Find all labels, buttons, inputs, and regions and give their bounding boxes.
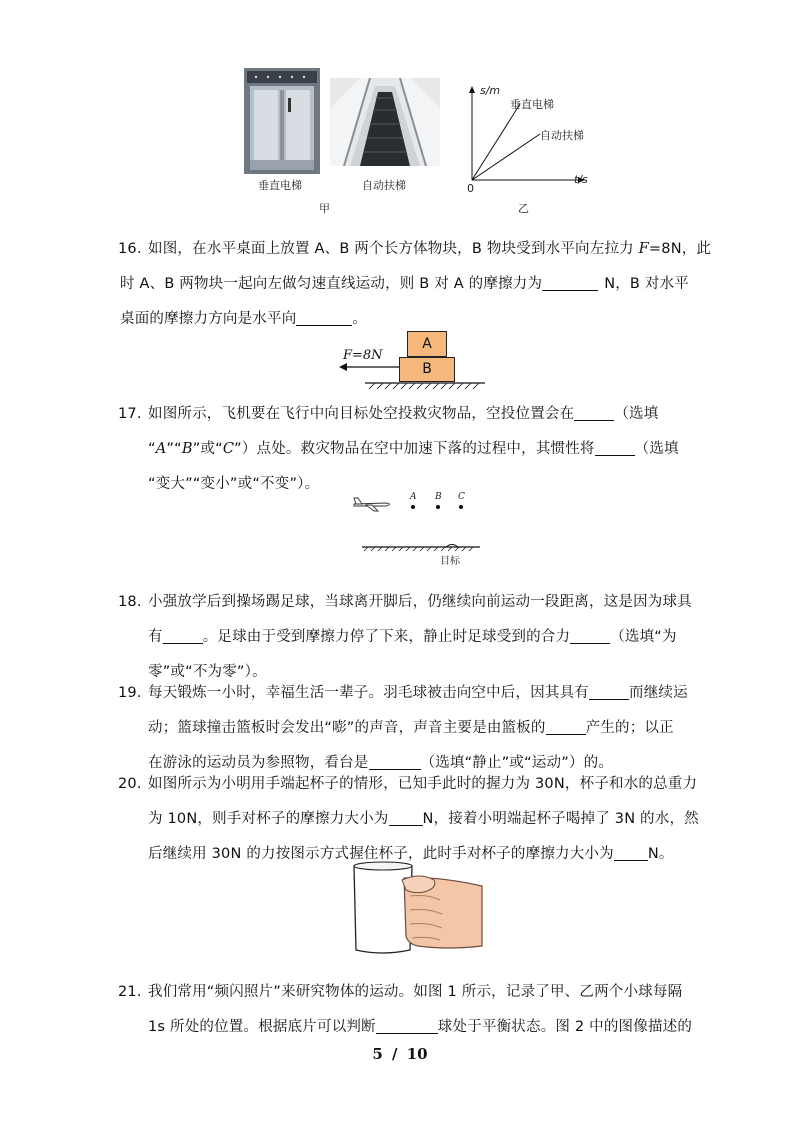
answer-blank[interactable] — [574, 403, 614, 421]
point-a — [411, 505, 415, 509]
text: （选填 — [614, 406, 659, 422]
text: 球处于平衡状态。图 2 中的图像描述的 — [437, 1019, 693, 1035]
answer-blank[interactable] — [163, 626, 203, 644]
figure-label-yi: 乙 — [518, 202, 529, 215]
text: 而继续运 — [629, 685, 688, 701]
page-total: 10 — [406, 1045, 428, 1063]
question-line — [120, 397, 680, 432]
target-label: 目标 — [440, 556, 460, 567]
text: ”“ — [166, 441, 182, 457]
text: 动；篮球撞击篮板时会发出“嘭”的声音，声音主要是由篮板的 — [148, 720, 546, 736]
question-line — [120, 975, 683, 1010]
question-number: 20. — [118, 776, 142, 792]
question-number: 18. — [118, 594, 142, 610]
elevator-photo — [244, 68, 320, 174]
answer-blank[interactable] — [389, 808, 423, 826]
figure-label-jia: 甲 — [319, 202, 330, 215]
point-c-label: C — [458, 492, 465, 502]
top-figure — [230, 60, 600, 220]
question-line — [120, 267, 689, 302]
question-line — [120, 767, 698, 802]
question-number: 19. — [118, 685, 142, 701]
question-line — [120, 620, 680, 655]
answer-blank[interactable] — [546, 717, 586, 735]
question-number: 17. — [118, 406, 142, 422]
question-number: 21. — [118, 984, 142, 1000]
text: 产生的；以正 — [585, 720, 674, 736]
text: N。 — [647, 846, 674, 862]
force-label: F=8N — [343, 348, 383, 363]
question-line — [120, 432, 680, 467]
answer-blank[interactable] — [614, 843, 648, 861]
question-line — [120, 1010, 693, 1045]
block-b — [399, 357, 455, 382]
text: =8N，此 — [648, 241, 712, 257]
text: （选填“为 — [610, 629, 677, 645]
option-b: B — [181, 441, 193, 457]
elevator-line-label: 垂直电梯 — [510, 98, 554, 111]
question-17 — [120, 397, 680, 502]
text: “ — [148, 441, 156, 457]
answer-blank[interactable] — [595, 438, 635, 456]
escalator-caption: 自动扶梯 — [362, 179, 406, 192]
table-surface — [365, 382, 485, 390]
text: 每天锻炼一小时，幸福生活一辈子。羽毛球被击向空中后，因其具有 — [148, 685, 589, 701]
text: （选填 — [634, 441, 679, 457]
text: 后继续用 30N 的力按图示方式握住杯子，此时手对杯子的摩擦力大小为 — [148, 846, 614, 862]
text: 。足球由于受到摩擦力停了下来，静止时足球受到的合力 — [202, 629, 571, 645]
option-a: A — [155, 441, 167, 457]
text: 在游泳的运动员为参照物，看台是 — [148, 755, 369, 771]
block-b-label: B — [422, 361, 432, 377]
text: “变大”“变小”或“不变”）。 — [148, 476, 320, 492]
text: ”）点处。救灾物品在空中加速下落的过程中，其惯性将 — [234, 441, 595, 457]
answer-blank[interactable] — [570, 626, 610, 644]
text: 我们常用“频闪照片”来研究物体的运动。如图 1 所示，记录了甲、乙两个小球每隔 — [148, 984, 683, 1000]
x-axis-label: t/s — [574, 173, 588, 186]
blocks-figure — [335, 328, 495, 390]
text: 有 — [148, 629, 163, 645]
text: N，B 对水平 — [604, 276, 689, 292]
question-line — [120, 802, 699, 837]
text: 桌面的摩擦力方向是水平向 — [120, 311, 297, 327]
page-number: 5 — [372, 1045, 383, 1063]
text: （选填“静止”或“运动”）的。 — [420, 755, 614, 771]
airdrop-figure — [352, 490, 482, 570]
question-line — [120, 232, 712, 267]
text: N，接着小明端起杯子喝掉了 3N 的水，然 — [422, 811, 699, 827]
text: 。 — [352, 311, 368, 327]
page-footer — [0, 1045, 800, 1063]
question-16 — [118, 232, 712, 337]
y-axis-label: s/m — [480, 84, 501, 97]
question-20 — [118, 767, 699, 872]
option-c: C — [222, 441, 235, 457]
question-19 — [118, 676, 688, 781]
text: 如图，在水平桌面上放置 A、B 两个长方体物块，B 物块受到水平向左拉力 — [148, 241, 639, 257]
block-a-label: A — [422, 336, 432, 352]
escalator-line — [472, 134, 540, 180]
point-a-label: A — [410, 492, 417, 502]
question-line — [120, 585, 692, 620]
question-18 — [118, 585, 692, 690]
text: 如图所示为小明用手端起杯子的情形，已知手此时的握力为 30N，杯子和水的总重力 — [148, 776, 698, 792]
elevator-line — [472, 104, 520, 180]
origin-label: 0 — [467, 182, 474, 195]
answer-blank[interactable] — [589, 682, 629, 700]
answer-blank[interactable] — [296, 308, 352, 326]
question-21 — [118, 975, 693, 1045]
text: 为 10N，则手对杯子的摩擦力大小为 — [148, 811, 389, 827]
text: 小强放学后到操场踢足球，当球离开脚后，仍继续向前运动一段距离，这是因为球具 — [148, 594, 692, 610]
block-a — [407, 331, 447, 357]
text: 时 A、B 两物块一起向左做匀速直线运动，则 B 对 A 的摩擦力为 — [120, 276, 543, 292]
point-b — [436, 505, 440, 509]
question-number: 16. — [118, 241, 142, 257]
hand-cup-illustration — [348, 858, 488, 958]
elevator-caption: 垂直电梯 — [258, 179, 302, 192]
page-separator: / — [392, 1045, 398, 1063]
text: 如图所示，飞机要在飞行中向目标处空投救灾物品，空投位置会在 — [148, 406, 575, 422]
airplane-icon — [352, 496, 394, 512]
point-b-label: B — [435, 492, 442, 502]
escalator-photo — [330, 78, 440, 166]
text: 1s 所处的位置。根据底片可以判断 — [148, 1019, 376, 1035]
answer-blank[interactable] — [376, 1016, 438, 1034]
text: 零”或“不为零”）。 — [148, 664, 267, 680]
question-line — [120, 676, 688, 711]
force-symbol: F — [638, 241, 649, 257]
ground-line — [362, 544, 480, 552]
escalator-line-label: 自动扶梯 — [540, 129, 584, 142]
question-line — [120, 711, 680, 746]
answer-blank[interactable] — [542, 273, 598, 291]
point-c — [459, 505, 463, 509]
text: ”或“ — [192, 441, 223, 457]
